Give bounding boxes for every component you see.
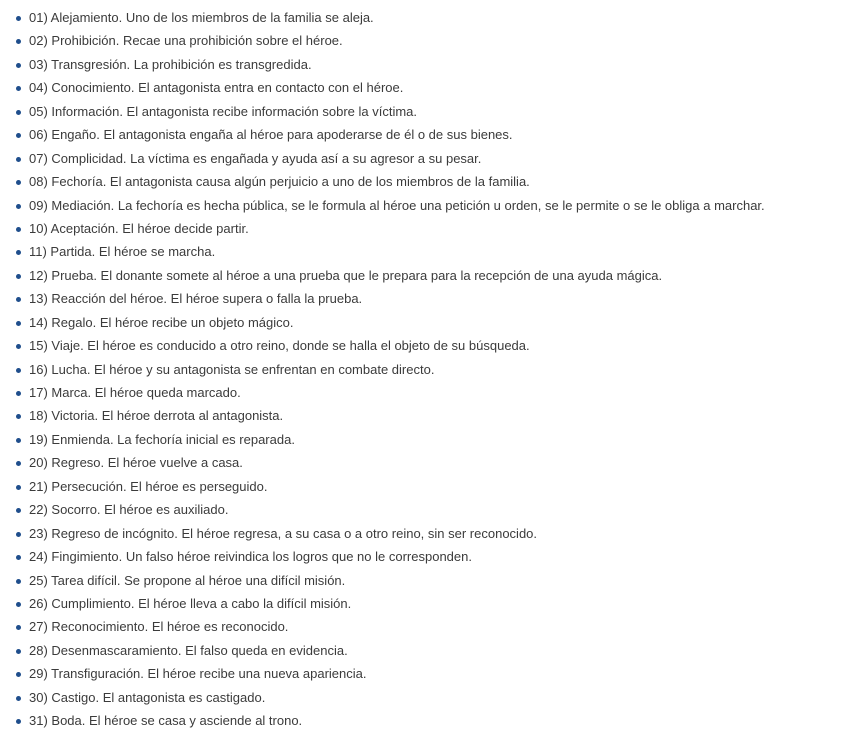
- list-item: [0, 498, 849, 521]
- bullet-icon: [16, 157, 21, 162]
- bullet-icon: [16, 133, 21, 138]
- bullet-icon: [16, 532, 21, 537]
- bullet-icon: [16, 438, 21, 443]
- bullet-icon: [16, 391, 21, 396]
- list-item: [0, 334, 849, 357]
- bullet-icon: [16, 461, 21, 466]
- bullet-icon: [16, 672, 21, 677]
- bullet-icon: [16, 696, 21, 701]
- bullet-icon: [16, 204, 21, 209]
- list-item-text: 20) Regreso. El héroe vuelve a casa.: [29, 455, 243, 471]
- list-item-text: 19) Enmienda. La fechoría inicial es reparada.: [29, 431, 295, 447]
- list-item: [0, 264, 849, 287]
- list-item: [0, 217, 849, 240]
- list-item-text: 01) Alejamiento. Uno de los miembros de la familia se aleja.: [29, 10, 374, 25]
- bullet-icon: [16, 344, 21, 349]
- list-item: [0, 53, 849, 76]
- list-item-text: 02) Prohibición. Recae una prohibición sobre el héroe.: [29, 33, 343, 49]
- bullet-icon: [16, 602, 21, 607]
- list-item: [0, 475, 849, 498]
- bullet-icon: [16, 579, 21, 584]
- bullet-icon: [16, 625, 21, 630]
- list-item-text: 10) Aceptación. El héroe decide partir.: [29, 220, 249, 236]
- list-item-text: 15) Viaje. El héroe es conducido a otro reino, donde se halla el objeto de su búsqueda.: [29, 338, 530, 354]
- list-item: [0, 170, 849, 193]
- bullet-icon: [16, 86, 21, 91]
- list-item: [0, 240, 849, 263]
- list-item: [0, 194, 849, 217]
- bullet-icon: [16, 555, 21, 560]
- list-item-text: 14) Regalo. El héroe recibe un objeto mágico.: [29, 314, 294, 330]
- list-item-text: 29) Transfiguración. El héroe recibe una nueva apariencia.: [29, 666, 367, 682]
- list-item-text: 05) Información. El antagonista recibe información sobre la víctima.: [29, 103, 418, 119]
- list-item-text: 28) Desenmascaramiento. El falso queda en evidencia.: [29, 642, 348, 658]
- list-item-text: 22) Socorro. El héroe es auxiliado.: [29, 502, 229, 518]
- list-item-text: 12) Prueba. El donante somete al héroe a una prueba que le prepara para la recepción de una ayuda mágica.: [29, 267, 663, 283]
- list-item: [0, 287, 849, 310]
- list-item: [0, 522, 849, 545]
- list-item-text: 03) Transgresión. La prohibición es transgredida.: [29, 56, 312, 72]
- list-item-text: 23) Regreso de incógnito. El héroe regresa, a su casa o a otro reino, sin ser reconocido.: [29, 525, 538, 541]
- list-item: [0, 358, 849, 381]
- list-item-text: 21) Persecución. El héroe es perseguido.: [29, 478, 268, 494]
- list-item-text: 13) Reacción del héroe. El héroe supera o falla la prueba.: [29, 291, 363, 307]
- bullet-icon: [16, 485, 21, 490]
- list-item-text: 25) Tarea difícil. Se propone al héroe una difícil misión.: [29, 572, 346, 588]
- list-item-text: 06) Engaño. El antagonista engaña al héroe para apoderarse de él o de sus bienes.: [29, 127, 513, 143]
- list-item-text: 31) Boda. El héroe se casa y asciende al trono.: [29, 713, 303, 729]
- list-item: [0, 615, 849, 638]
- list-item: [0, 29, 849, 52]
- bullet-icon: [16, 180, 21, 185]
- bullet-icon: [16, 297, 21, 302]
- list-item: [0, 545, 849, 568]
- list-item-text: 16) Lucha. El héroe y su antagonista se enfrentan en combate directo.: [29, 361, 435, 377]
- list-item: [0, 592, 849, 615]
- list-item: [0, 100, 849, 123]
- list-item-text: 07) Complicidad. La víctima es engañada y ayuda así a su agresor a su pesar.: [29, 150, 482, 166]
- list-item: [0, 311, 849, 334]
- bullet-icon: [16, 508, 21, 513]
- list-item-text: 09) Mediación. La fechoría es hecha pública, se le formula al héroe una petición u orden, se le permite o se le obliga a marchar.: [29, 197, 765, 213]
- list-item: [0, 569, 849, 592]
- list-item-text: 08) Fechoría. El antagonista causa algún perjuicio a uno de los miembros de la familia.: [29, 174, 530, 190]
- bullet-icon: [16, 649, 21, 654]
- bullet-icon: [16, 39, 21, 44]
- bullet-icon: [16, 227, 21, 232]
- list-item: [0, 6, 849, 29]
- list-item: [0, 123, 849, 146]
- list-item-text: 18) Victoria. El héroe derrota al antagonista.: [29, 408, 284, 424]
- list-item: [0, 639, 849, 662]
- list-item: [0, 381, 849, 404]
- bullet-icon: [16, 110, 21, 115]
- list-item-text: 26) Cumplimiento. El héroe lleva a cabo la difícil misión.: [29, 595, 352, 611]
- bullet-icon: [16, 719, 21, 724]
- list-item: [0, 709, 849, 732]
- list-item: [0, 147, 849, 170]
- list-item-text: 24) Fingimiento. Un falso héroe reivindica los logros que no le corresponden.: [29, 549, 472, 565]
- list-item: [0, 451, 849, 474]
- list-item: [0, 76, 849, 99]
- list-item: [0, 404, 849, 427]
- list-item-text: 11) Partida. El héroe se marcha.: [29, 244, 216, 260]
- list-item: [0, 686, 849, 709]
- bullet-icon: [16, 63, 21, 68]
- list-item: [0, 428, 849, 451]
- list-item-text: 30) Castigo. El antagonista es castigado.: [29, 689, 266, 705]
- bullet-icon: [16, 414, 21, 419]
- list-item-text: 27) Reconocimiento. El héroe es reconocido.: [29, 619, 289, 635]
- bullet-icon: [16, 321, 21, 326]
- bullet-icon: [16, 274, 21, 279]
- list-item: [0, 662, 849, 685]
- list-item-text: 17) Marca. El héroe queda marcado.: [29, 385, 241, 400]
- bullet-icon: [16, 368, 21, 373]
- list-item-text: 04) Conocimiento. El antagonista entra en contacto con el héroe.: [29, 80, 404, 96]
- bullet-icon: [16, 250, 21, 255]
- bullet-icon: [16, 16, 21, 21]
